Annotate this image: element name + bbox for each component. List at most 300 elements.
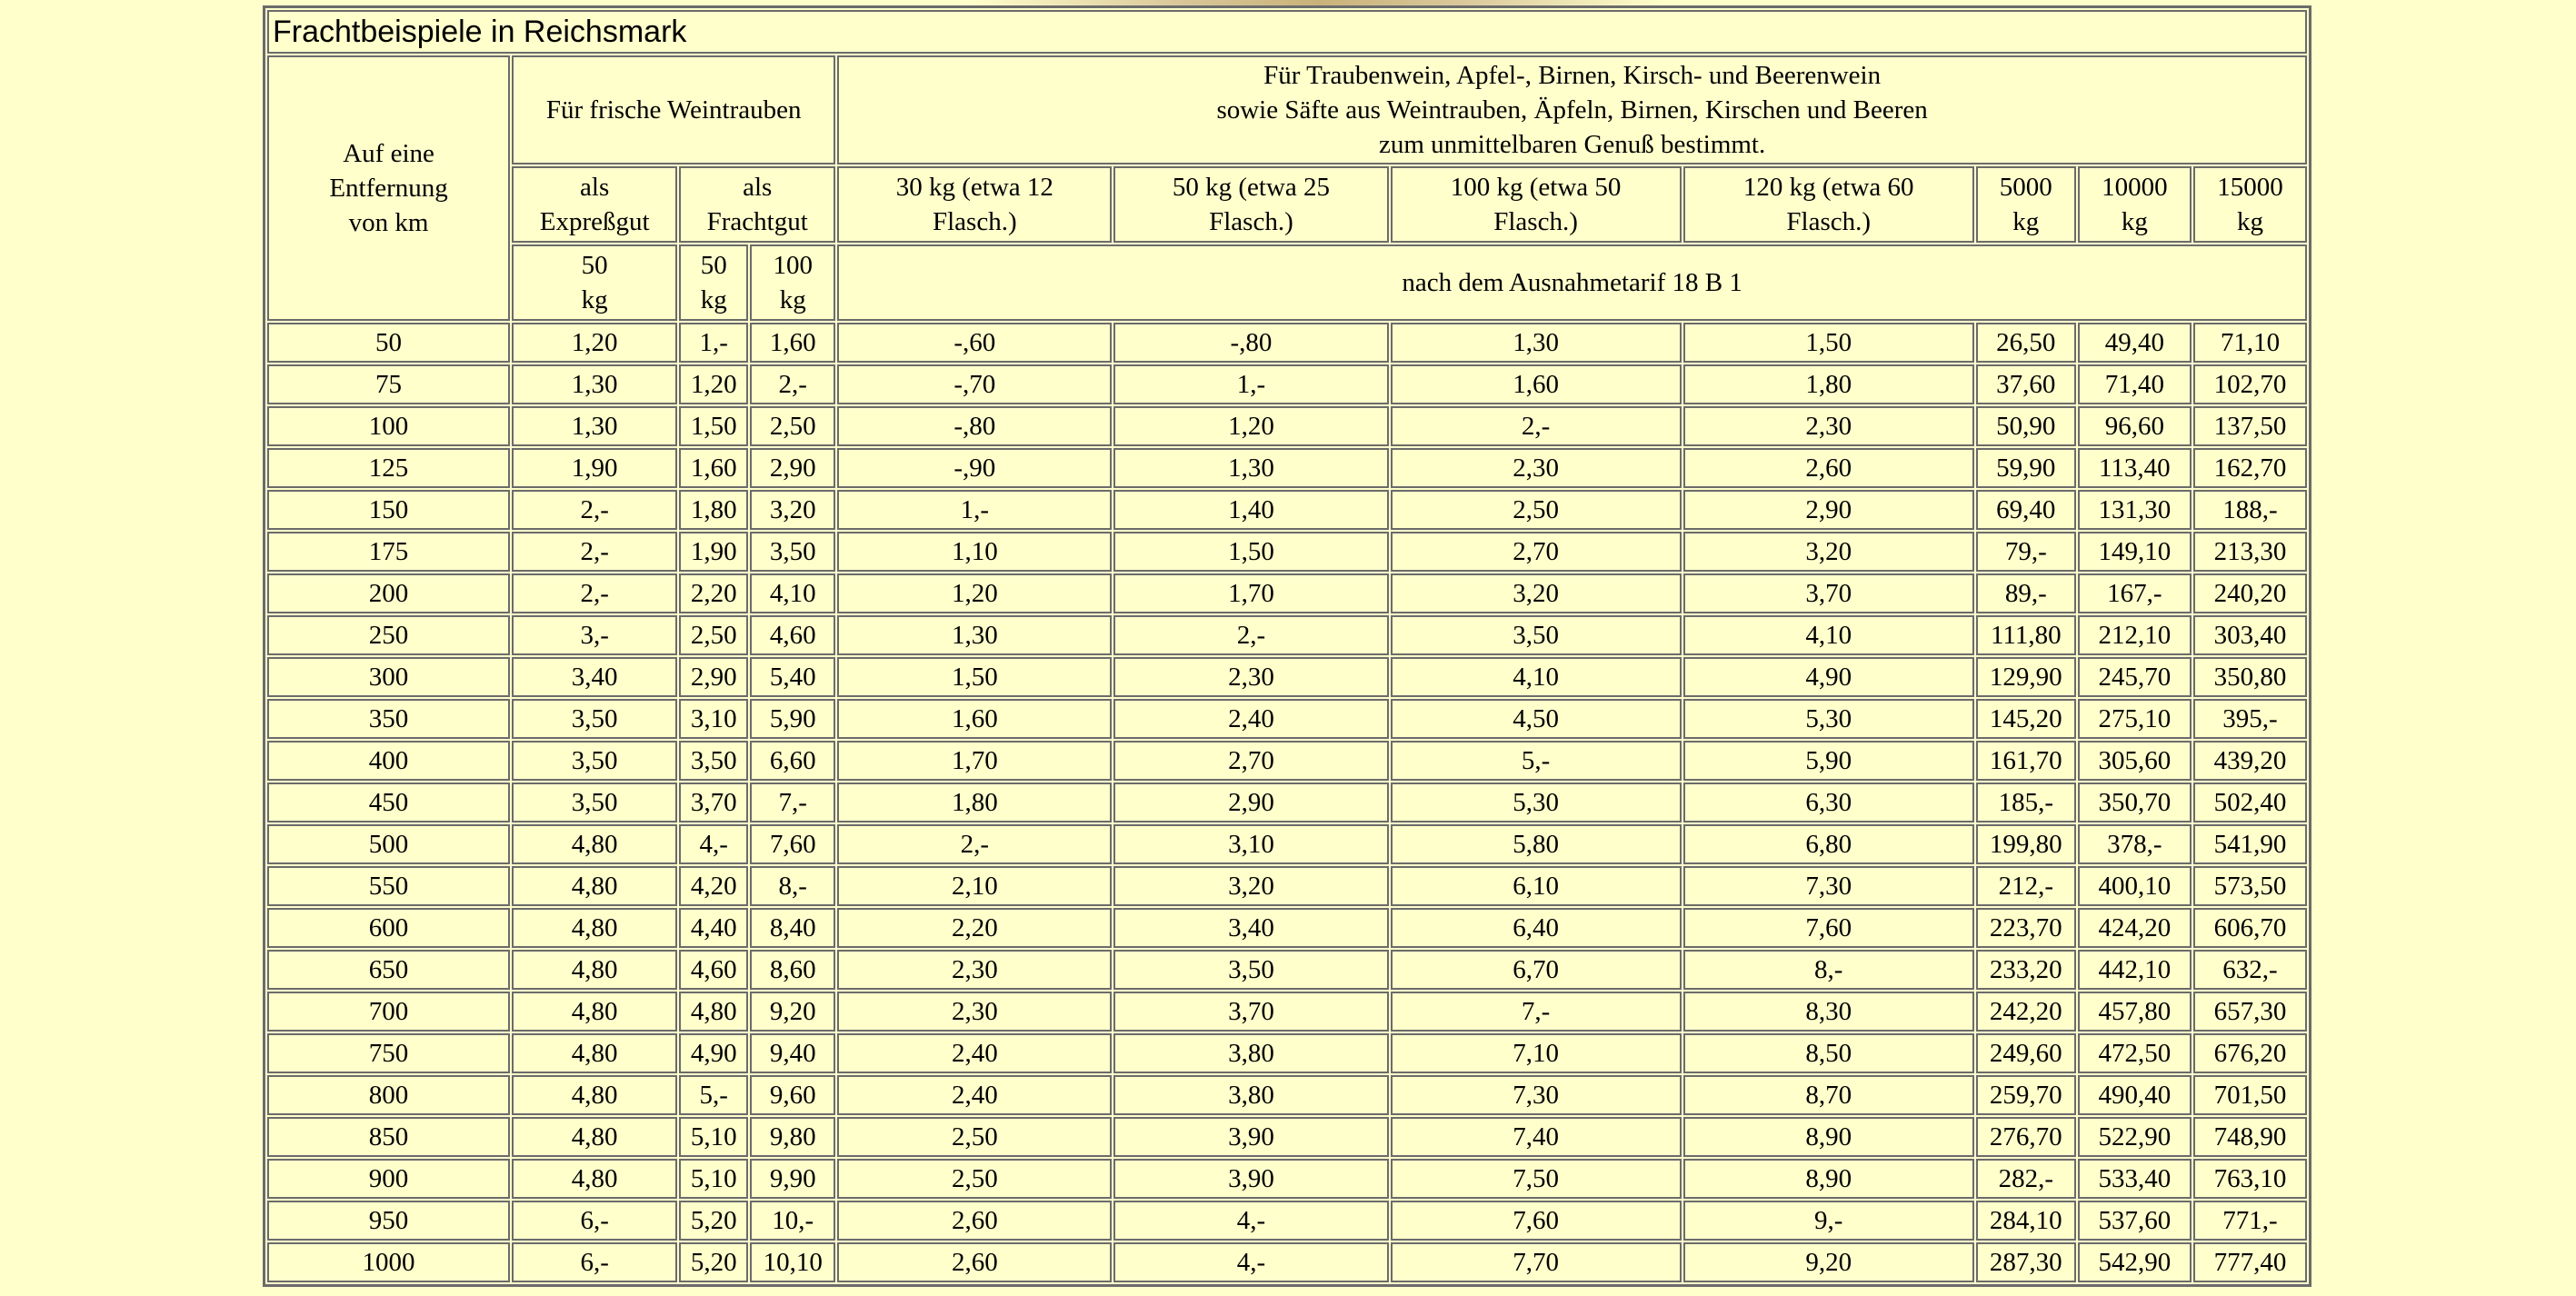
rate-cell: 2,40 xyxy=(1113,699,1388,739)
rate-cell: 3,40 xyxy=(1113,908,1388,948)
rate-cell: 3,80 xyxy=(1113,1075,1388,1115)
rate-cell: 8,30 xyxy=(1683,992,1974,1032)
table-row xyxy=(267,532,2307,572)
rate-cell: 111,80 xyxy=(1976,615,2076,655)
rate-cell: 573,50 xyxy=(2193,866,2307,906)
rate-cell: 1,70 xyxy=(837,741,1112,781)
header-line: 15000 xyxy=(2217,173,2283,202)
rate-cell: 8,70 xyxy=(1683,1075,1974,1115)
header-line: 50 xyxy=(581,251,608,280)
rate-cell: 6,70 xyxy=(1391,950,1682,990)
header-line: Flasch.) xyxy=(1786,207,1872,236)
rate-cell: 5,90 xyxy=(750,699,835,739)
header-line: kg xyxy=(581,285,608,314)
rate-cell: 1,20 xyxy=(837,573,1112,613)
rate-cell: 2,50 xyxy=(750,406,835,446)
rate-cell: 1,20 xyxy=(1113,406,1388,446)
rate-cell: 1,70 xyxy=(1113,573,1388,613)
distance-cell: 150 xyxy=(267,490,510,530)
rate-cell: 522,90 xyxy=(2078,1117,2192,1157)
distance-cell: 175 xyxy=(267,532,510,572)
rate-cell: 3,70 xyxy=(679,783,748,822)
rate-cell: 701,50 xyxy=(2193,1075,2307,1115)
rate-cell: 2,- xyxy=(750,364,835,404)
rate-cell: 5,10 xyxy=(679,1159,748,1199)
table-row xyxy=(267,448,2307,488)
rate-cell: 249,60 xyxy=(1976,1033,2076,1073)
rate-cell: 4,80 xyxy=(512,992,677,1032)
distance-header-line: Auf eine xyxy=(343,139,434,168)
distance-cell: 75 xyxy=(267,364,510,404)
rate-cell: 240,20 xyxy=(2193,573,2307,613)
rate-cell: 4,80 xyxy=(512,1117,677,1157)
distance-cell: 850 xyxy=(267,1117,510,1157)
rate-cell: 79,- xyxy=(1976,532,2076,572)
rate-cell: 223,70 xyxy=(1976,908,2076,948)
rate-cell: 276,70 xyxy=(1976,1117,2076,1157)
table-row xyxy=(267,615,2307,655)
rate-cell: 2,- xyxy=(1113,615,1388,655)
rate-cell: 3,50 xyxy=(1391,615,1682,655)
rate-cell: 2,70 xyxy=(1113,741,1388,781)
rate-cell: 37,60 xyxy=(1976,364,2076,404)
rate-cell: 4,- xyxy=(1113,1201,1388,1241)
weight-100kg-header xyxy=(1391,166,1682,243)
rate-cell: 161,70 xyxy=(1976,741,2076,781)
rate-cell: 3,90 xyxy=(1113,1159,1388,1199)
rate-cell: 1,- xyxy=(837,490,1112,530)
rate-cell: 3,50 xyxy=(750,532,835,572)
header-line: kg xyxy=(2236,207,2263,236)
header-line: Frachtgut xyxy=(706,207,808,236)
rate-cell: 2,50 xyxy=(679,615,748,655)
rate-cell: 4,10 xyxy=(750,573,835,613)
header-line: kg xyxy=(2012,207,2040,236)
rate-cell: 9,60 xyxy=(750,1075,835,1115)
rate-cell: 3,- xyxy=(512,615,677,655)
rate-cell: 5,- xyxy=(679,1075,748,1115)
header-line: 10000 xyxy=(2102,173,2168,202)
rate-cell: 442,10 xyxy=(2078,950,2192,990)
rate-cell: 1,80 xyxy=(1683,364,1974,404)
rate-cell: 2,- xyxy=(1391,406,1682,446)
rate-cell: 3,50 xyxy=(512,699,677,739)
rate-cell: 2,90 xyxy=(1683,490,1974,530)
rate-cell: 233,20 xyxy=(1976,950,2076,990)
table-row xyxy=(267,364,2307,404)
rate-cell: 3,80 xyxy=(1113,1033,1388,1073)
table-row xyxy=(267,908,2307,948)
table-row xyxy=(267,1075,2307,1115)
rate-cell: 350,70 xyxy=(2078,783,2192,822)
distance-cell: 250 xyxy=(267,615,510,655)
rate-cell: 4,80 xyxy=(512,1159,677,1199)
rate-cell: 1,90 xyxy=(679,532,748,572)
rate-cell: 4,80 xyxy=(512,950,677,990)
header-line: 50 kg (etwa 25 xyxy=(1172,173,1331,202)
distance-cell: 650 xyxy=(267,950,510,990)
table-row xyxy=(267,866,2307,906)
rate-cell: 8,50 xyxy=(1683,1033,1974,1073)
rate-cell: 2,90 xyxy=(679,657,748,697)
rate-cell: 4,50 xyxy=(1391,699,1682,739)
rate-cell: 59,90 xyxy=(1976,448,2076,488)
rate-cell: 1,50 xyxy=(1683,323,1974,363)
rate-cell: 1,80 xyxy=(837,783,1112,822)
rate-cell: 542,90 xyxy=(2078,1242,2192,1282)
rate-cell: 50,90 xyxy=(1976,406,2076,446)
rate-cell: 2,20 xyxy=(837,908,1112,948)
rate-cell: 7,60 xyxy=(750,824,835,864)
rate-cell: 275,10 xyxy=(2078,699,2192,739)
rate-cell: 490,40 xyxy=(2078,1075,2192,1115)
rate-cell: 6,40 xyxy=(1391,908,1682,948)
rate-cell: 3,50 xyxy=(1113,950,1388,990)
rate-cell: 89,- xyxy=(1976,573,2076,613)
express-50kg-header xyxy=(512,244,677,321)
rate-cell: 259,70 xyxy=(1976,1075,2076,1115)
rate-cell: 9,40 xyxy=(750,1033,835,1073)
rate-cell: 7,50 xyxy=(1391,1159,1682,1199)
rate-cell: 5,90 xyxy=(1683,741,1974,781)
rate-cell: 748,90 xyxy=(2193,1117,2307,1157)
weight-30kg-header xyxy=(837,166,1112,243)
distance-cell: 600 xyxy=(267,908,510,948)
rate-cell: 245,70 xyxy=(2078,657,2192,697)
table-row xyxy=(267,657,2307,697)
rate-cell: 771,- xyxy=(2193,1201,2307,1241)
freight-rates-table xyxy=(263,5,2311,1287)
rate-cell: 7,30 xyxy=(1683,866,1974,906)
rate-cell: 6,- xyxy=(512,1201,677,1241)
rate-cell: 10,- xyxy=(750,1201,835,1241)
rate-cell: 1,60 xyxy=(679,448,748,488)
freight-50kg-header xyxy=(679,244,748,321)
rate-cell: 5,20 xyxy=(679,1201,748,1241)
rate-cell: 4,- xyxy=(1113,1242,1388,1282)
rate-cell: 424,20 xyxy=(2078,908,2192,948)
rate-cell: 102,70 xyxy=(2193,364,2307,404)
distance-cell: 700 xyxy=(267,992,510,1032)
rate-cell: 5,80 xyxy=(1391,824,1682,864)
rate-cell: 1,80 xyxy=(679,490,748,530)
distance-cell: 900 xyxy=(267,1159,510,1199)
rate-cell: 2,60 xyxy=(837,1201,1112,1241)
rate-cell: 1,- xyxy=(679,323,748,363)
rate-cell: 6,30 xyxy=(1683,783,1974,822)
rate-cell: 287,30 xyxy=(1976,1242,2076,1282)
rate-cell: 1,40 xyxy=(1113,490,1388,530)
rate-cell: 7,60 xyxy=(1683,908,1974,948)
weight-120kg-header xyxy=(1683,166,1974,243)
rate-cell: 4,60 xyxy=(679,950,748,990)
rate-cell: 541,90 xyxy=(2193,824,2307,864)
rate-cell: 2,- xyxy=(837,824,1112,864)
rate-cell: 1,60 xyxy=(837,699,1112,739)
rate-cell: 1,- xyxy=(1113,364,1388,404)
rate-cell: 537,60 xyxy=(2078,1201,2192,1241)
rate-cell: 4,80 xyxy=(679,992,748,1032)
rate-cell: 7,60 xyxy=(1391,1201,1682,1241)
rate-cell: 284,10 xyxy=(1976,1201,2076,1241)
rate-cell: 2,10 xyxy=(837,866,1112,906)
rate-cell: 7,30 xyxy=(1391,1075,1682,1115)
distance-cell: 400 xyxy=(267,741,510,781)
header-line: Flasch.) xyxy=(1493,207,1578,236)
rate-cell: 9,20 xyxy=(750,992,835,1032)
rate-cell: 26,50 xyxy=(1976,323,2076,363)
rate-cell: 2,30 xyxy=(837,992,1112,1032)
header-line: 50 xyxy=(700,251,727,280)
fresh-grapes-header: Für frische Weintrauben xyxy=(512,55,835,164)
rate-cell: 395,- xyxy=(2193,699,2307,739)
weight-15000kg-header xyxy=(2193,166,2307,243)
rate-cell: 1,30 xyxy=(512,406,677,446)
rate-cell: 4,80 xyxy=(512,1033,677,1073)
rate-cell: 1,30 xyxy=(1113,448,1388,488)
rate-cell: 7,40 xyxy=(1391,1117,1682,1157)
rate-cell: 3,50 xyxy=(679,741,748,781)
distance-cell: 800 xyxy=(267,1075,510,1115)
distance-cell: 750 xyxy=(267,1033,510,1073)
rate-cell: 69,40 xyxy=(1976,490,2076,530)
distance-cell: 125 xyxy=(267,448,510,488)
table-row xyxy=(267,950,2307,990)
rate-cell: 439,20 xyxy=(2193,741,2307,781)
rate-cell: 4,80 xyxy=(512,908,677,948)
rate-cell: -,60 xyxy=(837,323,1112,363)
rate-cell: 533,40 xyxy=(2078,1159,2192,1199)
rate-cell: 4,10 xyxy=(1391,657,1682,697)
distance-cell: 1000 xyxy=(267,1242,510,1282)
table-row xyxy=(267,1159,2307,1199)
rate-cell: 9,20 xyxy=(1683,1242,1974,1282)
distance-header-line: Entfernung xyxy=(329,174,448,203)
rate-cell: 3,20 xyxy=(750,490,835,530)
table-row xyxy=(267,783,2307,822)
rate-cell: 350,80 xyxy=(2193,657,2307,697)
distance-cell: 350 xyxy=(267,699,510,739)
rate-cell: 71,10 xyxy=(2193,323,2307,363)
rate-cell: 5,- xyxy=(1391,741,1682,781)
rate-cell: 9,- xyxy=(1683,1201,1974,1241)
rate-cell: 1,30 xyxy=(512,364,677,404)
rate-cell: -,80 xyxy=(1113,323,1388,363)
distance-cell: 950 xyxy=(267,1201,510,1241)
rate-cell: 199,80 xyxy=(1976,824,2076,864)
rate-cell: 5,30 xyxy=(1683,699,1974,739)
rate-cell: 1,50 xyxy=(679,406,748,446)
table-row xyxy=(267,1033,2307,1073)
rate-cell: 1,60 xyxy=(1391,364,1682,404)
rate-cell: 5,30 xyxy=(1391,783,1682,822)
distance-cell: 50 xyxy=(267,323,510,363)
rate-cell: 3,50 xyxy=(512,741,677,781)
rate-cell: 676,20 xyxy=(2193,1033,2307,1073)
header-line: 30 kg (etwa 12 xyxy=(895,173,1053,202)
rate-cell: 5,20 xyxy=(679,1242,748,1282)
rate-cell: 3,50 xyxy=(512,783,677,822)
rate-cell: 145,20 xyxy=(1976,699,2076,739)
rate-cell: 1,50 xyxy=(837,657,1112,697)
rate-cell: -,90 xyxy=(837,448,1112,488)
rate-cell: 8,- xyxy=(1683,950,1974,990)
rate-cell: 7,- xyxy=(750,783,835,822)
rate-cell: 2,90 xyxy=(1113,783,1388,822)
rate-cell: 4,90 xyxy=(679,1033,748,1073)
rate-cell: 2,90 xyxy=(750,448,835,488)
rate-cell: 7,10 xyxy=(1391,1033,1682,1073)
weight-5000kg-header xyxy=(1976,166,2076,243)
header-line: 5000 xyxy=(1999,173,2052,202)
rate-cell: 3,40 xyxy=(512,657,677,697)
rate-cell: 632,- xyxy=(2193,950,2307,990)
rate-cell: 2,- xyxy=(512,573,677,613)
rate-cell: 9,80 xyxy=(750,1117,835,1157)
rate-cell: 213,30 xyxy=(2193,532,2307,572)
header-line: Expreßgut xyxy=(539,207,650,236)
rate-cell: 4,60 xyxy=(750,615,835,655)
distance-cell: 300 xyxy=(267,657,510,697)
rate-cell: 1,20 xyxy=(679,364,748,404)
distance-cell: 450 xyxy=(267,783,510,822)
distance-cell: 200 xyxy=(267,573,510,613)
rate-cell: 305,60 xyxy=(2078,741,2192,781)
rate-cell: 777,40 xyxy=(2193,1242,2307,1282)
rate-cell: 2,30 xyxy=(1391,448,1682,488)
rate-cell: 8,- xyxy=(750,866,835,906)
rate-cell: 2,50 xyxy=(837,1159,1112,1199)
rate-cell: 1,30 xyxy=(837,615,1112,655)
rate-cell: 2,30 xyxy=(1683,406,1974,446)
rate-cell: 8,90 xyxy=(1683,1159,1974,1199)
rate-cell: 7,- xyxy=(1391,992,1682,1032)
rate-cell: 763,10 xyxy=(2193,1159,2307,1199)
header-line: 100 kg (etwa 50 xyxy=(1450,173,1622,202)
tariff-note: nach dem Ausnahmetarif 18 B 1 xyxy=(837,244,2307,321)
rate-cell: 1,60 xyxy=(750,323,835,363)
rate-cell: 2,50 xyxy=(837,1117,1112,1157)
distance-header-line: von km xyxy=(348,208,429,237)
rate-cell: 282,- xyxy=(1976,1159,2076,1199)
rate-cell: 502,40 xyxy=(2193,783,2307,822)
wine-juice-group-header xyxy=(837,55,2307,164)
rate-cell: 3,10 xyxy=(679,699,748,739)
rate-cell: 1,30 xyxy=(1391,323,1682,363)
table-row xyxy=(267,406,2307,446)
rate-cell: 657,30 xyxy=(2193,992,2307,1032)
rate-cell: 8,60 xyxy=(750,950,835,990)
rate-cell: 113,40 xyxy=(2078,448,2192,488)
rate-cell: 49,40 xyxy=(2078,323,2192,363)
rate-cell: 5,40 xyxy=(750,657,835,697)
rate-cell: 6,60 xyxy=(750,741,835,781)
rate-cell: 162,70 xyxy=(2193,448,2307,488)
rate-cell: 8,90 xyxy=(1683,1117,1974,1157)
rate-cell: 10,10 xyxy=(750,1242,835,1282)
rate-cell: 6,10 xyxy=(1391,866,1682,906)
rate-cell: 4,10 xyxy=(1683,615,1974,655)
rate-cell: 2,30 xyxy=(1113,657,1388,697)
distance-cell: 500 xyxy=(267,824,510,864)
rate-cell: 2,50 xyxy=(1391,490,1682,530)
rate-cell: 4,- xyxy=(679,824,748,864)
header-line: kg xyxy=(2121,207,2148,236)
rate-cell: 3,70 xyxy=(1683,573,1974,613)
header-line: als xyxy=(743,173,773,202)
rate-cell: 2,30 xyxy=(837,950,1112,990)
header-line: Flasch.) xyxy=(933,207,1017,236)
distance-cell: 550 xyxy=(267,866,510,906)
distance-cell: 100 xyxy=(267,406,510,446)
rate-cell: 2,20 xyxy=(679,573,748,613)
distance-header xyxy=(267,55,510,321)
freight-goods-header xyxy=(679,166,835,243)
header-line: kg xyxy=(700,285,727,314)
freight-100kg-header xyxy=(750,244,835,321)
rate-cell: 1,10 xyxy=(837,532,1112,572)
table-row xyxy=(267,323,2307,363)
rate-cell: 2,60 xyxy=(837,1242,1112,1282)
wine-group-line: sowie Säfte aus Weintrauben, Äpfeln, Birnen, Kirschen und Beeren xyxy=(1216,95,1928,125)
rate-cell: 3,20 xyxy=(1113,866,1388,906)
header-line: 100 xyxy=(773,251,813,280)
table-row xyxy=(267,824,2307,864)
table-row xyxy=(267,741,2307,781)
table-row xyxy=(267,573,2307,613)
table-row xyxy=(267,1117,2307,1157)
rate-cell: 4,80 xyxy=(512,1075,677,1115)
rate-cell: 185,- xyxy=(1976,783,2076,822)
rate-cell: 96,60 xyxy=(2078,406,2192,446)
table-row xyxy=(267,1201,2307,1241)
rate-cell: 606,70 xyxy=(2193,908,2307,948)
rate-cell: -,70 xyxy=(837,364,1112,404)
weight-50kg-header xyxy=(1113,166,1388,243)
rate-cell: 4,80 xyxy=(512,824,677,864)
rate-cell: 212,- xyxy=(1976,866,2076,906)
rate-cell: 4,90 xyxy=(1683,657,1974,697)
rate-cell: 2,- xyxy=(512,532,677,572)
rate-cell: 8,40 xyxy=(750,908,835,948)
rate-cell: 3,20 xyxy=(1683,532,1974,572)
rate-cell: 242,20 xyxy=(1976,992,2076,1032)
rate-cell: 188,- xyxy=(2193,490,2307,530)
header-line: kg xyxy=(779,285,806,314)
table-caption: Frachtbeispiele in Reichsmark xyxy=(267,10,2307,54)
rate-cell: -,80 xyxy=(837,406,1112,446)
rate-cell: 3,90 xyxy=(1113,1117,1388,1157)
rate-cell: 2,60 xyxy=(1683,448,1974,488)
table-row xyxy=(267,1242,2307,1282)
rate-cell: 1,20 xyxy=(512,323,677,363)
rate-cell: 2,40 xyxy=(837,1033,1112,1073)
table-row xyxy=(267,490,2307,530)
rate-cell: 6,80 xyxy=(1683,824,1974,864)
rate-cell: 1,50 xyxy=(1113,532,1388,572)
wine-group-line: zum unmittelbaren Genuß bestimmt. xyxy=(1379,130,1766,159)
rate-cell: 137,50 xyxy=(2193,406,2307,446)
rate-cell: 7,70 xyxy=(1391,1242,1682,1282)
rate-cell: 472,50 xyxy=(2078,1033,2192,1073)
rate-cell: 149,10 xyxy=(2078,532,2192,572)
rate-cell: 71,40 xyxy=(2078,364,2192,404)
rate-cell: 4,40 xyxy=(679,908,748,948)
rate-cell: 303,40 xyxy=(2193,615,2307,655)
rate-cell: 6,- xyxy=(512,1242,677,1282)
rate-cell: 129,90 xyxy=(1976,657,2076,697)
rate-cell: 2,- xyxy=(512,490,677,530)
